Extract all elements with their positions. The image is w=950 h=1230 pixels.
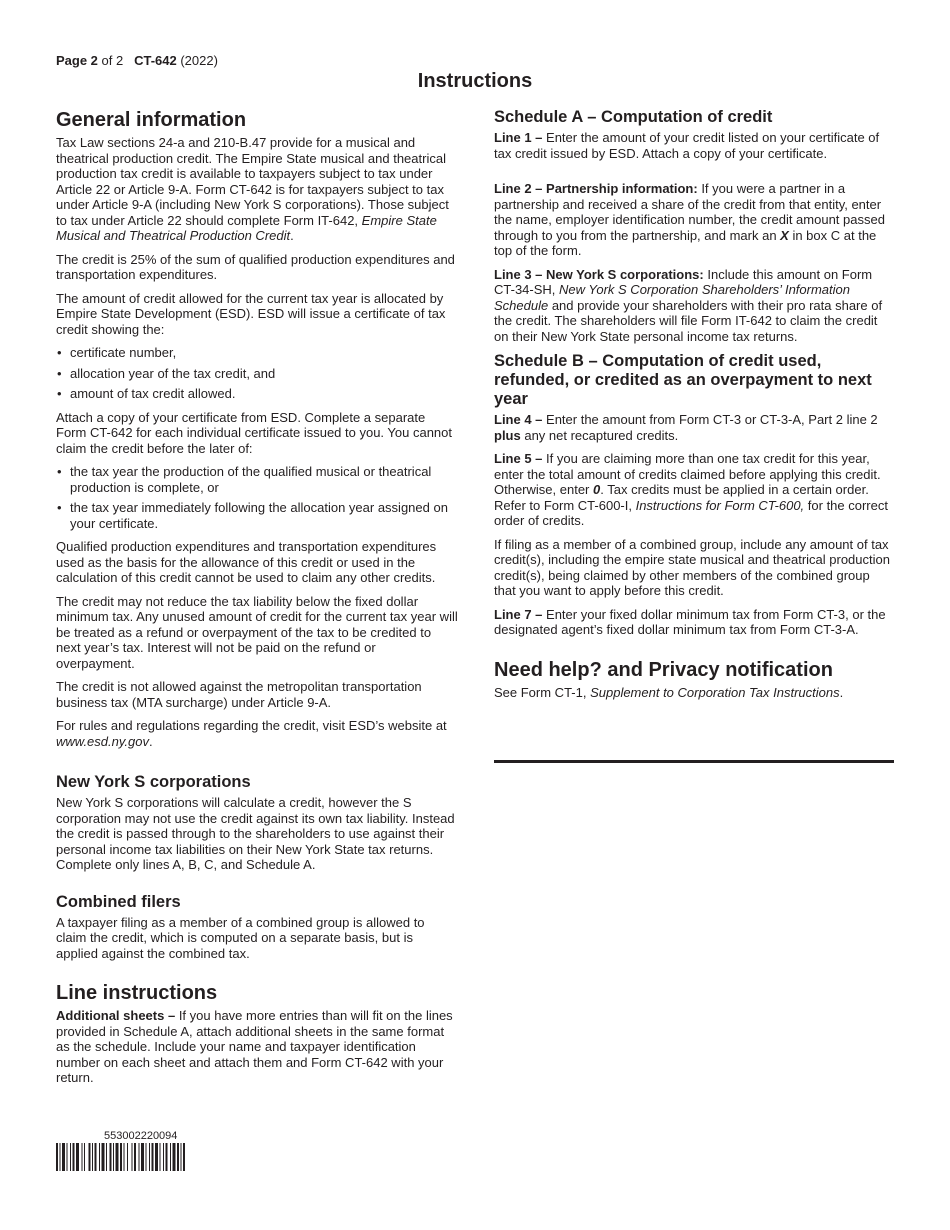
combined-filers-heading: Combined filers bbox=[56, 892, 181, 911]
barcode-block bbox=[56, 1130, 240, 1171]
barcode-bar bbox=[99, 1143, 100, 1171]
right-column bbox=[494, 108, 894, 708]
line-5-paragraph: Line 5 – If you are claiming more than one tax credit for this year, enter the total amount of credits claimed before applying this credit. Otherwise, enter 0. Tax credits must be applied in a certain order. Refer to Form CT-600-I, Instructions for Form CT-600, for the correct order of credits. bbox=[494, 451, 888, 528]
page-title: Instructions bbox=[417, 70, 533, 92]
s-corporations-heading: New York S corporations bbox=[56, 773, 251, 791]
barcode-bar bbox=[116, 1143, 119, 1171]
barcode-bar bbox=[62, 1143, 65, 1171]
barcode-bar bbox=[73, 1143, 75, 1171]
general-paragraph-6: The credit may not reduce the tax liability below the fixed dollar minimum tax. Any unused amount of credit for the current tax year will be treated as a refund or overpayment of the tax to be credited to next year’s tax. Interest will not be paid on the refund or overpayment. bbox=[56, 593, 458, 671]
general-paragraph-1: Tax Law sections 24-a and 210-B.47 provide for a musical and theatrical production credit. The Empire State musical and theatrical production tax credit is available to taxpayers subject to tax under Article 22 or Article 9-A. Form CT-642 is for taxpayers subject to tax under Article 9-A (including New York S corporations). Those subject to tax under Article 22 should complete Form IT-642, Empire State Musical and Theatrical Production Credit. bbox=[56, 135, 449, 243]
end-rule bbox=[494, 760, 894, 763]
list-item: • certificate number, bbox=[56, 345, 458, 361]
barcode-bar bbox=[76, 1143, 79, 1171]
barcode-bar bbox=[82, 1143, 83, 1171]
barcode-bar bbox=[110, 1143, 112, 1171]
barcode-bar bbox=[70, 1143, 71, 1171]
barcode-bar bbox=[181, 1143, 182, 1171]
combined-group-paragraph: If filing as a member of a combined group, include any amount of tax credit(s), including the empire state musical and theatrical production credit(s), being claimed by other members of the combined group that you want to apply before this credit. bbox=[494, 536, 890, 598]
barcode-bar bbox=[89, 1143, 91, 1171]
it-642-title: Empire State Musical and Theatrical Production Credit bbox=[56, 212, 437, 243]
barcode-number: 553002220094 bbox=[104, 1130, 178, 1142]
barcode-bar bbox=[113, 1143, 114, 1171]
barcode-bar bbox=[106, 1143, 107, 1171]
barcode-bar bbox=[60, 1143, 61, 1171]
general-paragraph-4: Attach a copy of your certificate from ESD. Complete a separate Form CT-642 for each individual certificate issued to you. You cannot claim the credit before the later of: bbox=[56, 409, 452, 456]
s-corporations-paragraph: New York S corporations will calculate a credit, however the S corporation may not use the credit against its own tax liability. Instead the credit is passed through to the shareholders to use against their personal income tax liabilities on their New York State tax returns. Complete only lines A, B, C, and Schedule A. bbox=[56, 795, 455, 872]
barcode-bar bbox=[132, 1143, 133, 1171]
schedule-a-heading: Schedule A – Computation of credit bbox=[494, 108, 773, 126]
page-header bbox=[56, 53, 218, 68]
barcode-bar bbox=[67, 1143, 68, 1171]
barcode-bar bbox=[166, 1143, 168, 1171]
page-label: Page 2 bbox=[56, 53, 98, 68]
barcode-bar bbox=[139, 1143, 140, 1171]
barcode-bar bbox=[149, 1143, 150, 1171]
barcode-bar bbox=[102, 1143, 105, 1171]
general-paragraph-3: The amount of credit allowed for the current tax year is allocated by Empire State Development (ESD). ESD will issue a certificate of tax credit showing the: bbox=[56, 290, 446, 337]
certificate-list bbox=[56, 345, 458, 402]
line-1-paragraph: Line 1 – Enter the amount of your credit listed on your certificate of tax credit issued by ESD. Attach a copy of your certificate. bbox=[494, 130, 880, 161]
page-of: of 2 bbox=[101, 53, 124, 68]
form-year: (2022) bbox=[180, 53, 218, 68]
form-id: CT-642 bbox=[134, 53, 177, 68]
barcode-bar bbox=[141, 1143, 144, 1171]
barcode-bar bbox=[160, 1143, 161, 1171]
esd-website-link[interactable]: www.esd.ny.gov bbox=[56, 733, 149, 749]
additional-sheets-paragraph: Additional sheets – If you have more entries than will fit on the lines provided in Schedule A, attach additional sheets in the same format as the schedule. Include your name and taxpayer identification number on each sheet and attach them and Form CT-642 with your return. bbox=[56, 1008, 453, 1085]
barcode-bar bbox=[155, 1143, 158, 1171]
general-information-heading: General information bbox=[56, 109, 247, 131]
barcode-bar bbox=[120, 1143, 122, 1171]
list-item: • the tax year the production of the qualified musical or theatrical production is complete, or bbox=[56, 464, 458, 495]
list-item: • allocation year of the tax credit, and bbox=[56, 366, 458, 382]
barcode-bar bbox=[173, 1143, 176, 1171]
combined-filers-paragraph: A taxpayer filing as a member of a combined group is allowed to claim the credit, which is computed on a separate basis, but is applied against the combined tax. bbox=[56, 914, 425, 961]
barcode-bar bbox=[134, 1143, 136, 1171]
line-4-paragraph: Line 4 – Enter the amount from Form CT-3 or CT-3-A, Part 2 line 2 plus any net recaptured credits. bbox=[494, 412, 878, 443]
barcode-bar bbox=[95, 1143, 97, 1171]
barcode-bar bbox=[124, 1143, 125, 1171]
barcode-bar bbox=[163, 1143, 164, 1171]
help-paragraph: See Form CT-1, Supplement to Corporation Tax Instructions. bbox=[494, 684, 844, 700]
general-paragraph-7: The credit is not allowed against the metropolitan transportation business tax (MTA surcharge) under Article 9-A. bbox=[56, 679, 422, 710]
help-privacy-heading: Need help? and Privacy notification bbox=[494, 658, 833, 681]
barcode-bar bbox=[177, 1143, 179, 1171]
barcode-bar bbox=[152, 1143, 154, 1171]
general-paragraph-8: For rules and regulations regarding the credit, visit ESD’s website at www.esd.ny.gov. bbox=[56, 718, 447, 749]
barcode-bar bbox=[146, 1143, 147, 1171]
general-paragraph-2: The credit is 25% of the sum of qualified production expenditures and transportation expenditures. bbox=[56, 251, 455, 282]
list-item: • amount of tax credit allowed. bbox=[56, 386, 458, 402]
line-7-paragraph: Line 7 – Enter your fixed dollar minimum tax from Form CT-3, or the designated agent’s fixed dollar minimum tax from Form CT-3-A. bbox=[494, 606, 886, 637]
schedule-b-heading: Schedule B – Computation of credit used, refunded, or credited as an overpayment to next year bbox=[494, 352, 872, 408]
line-3-paragraph: Line 3 – New York S corporations: Include this amount on Form CT-34-SH, New York S Corporation Shareholders’ Information Schedule and provide your shareholders with their pro rata share of the credit. The shareholders will file Form IT-642 to claim the credit on their New York State personal income tax returns. bbox=[494, 266, 883, 344]
left-column bbox=[56, 108, 458, 1094]
barcode-icon bbox=[56, 1143, 240, 1171]
list-item: • the tax year immediately following the allocation year assigned on your certificate. bbox=[56, 500, 458, 531]
barcode-bar bbox=[56, 1143, 58, 1171]
barcode-bar bbox=[92, 1143, 93, 1171]
barcode-bar bbox=[84, 1143, 85, 1171]
later-of-list bbox=[56, 464, 458, 531]
general-paragraph-5: Qualified production expenditures and transportation expenditures used as the basis for the allowance of this credit or used in the calculation of this credit cannot be used to claim any other credits. bbox=[56, 539, 437, 585]
line-instructions-heading: Line instructions bbox=[56, 982, 218, 1004]
barcode-bar bbox=[170, 1143, 171, 1171]
line-2-paragraph: Line 2 – Partnership information: If you were a partner in a partnership and received a share of the credit from that entity, enter the name, employer identification number, the credit amount passed through to you from the partnership, and mark an X in box C at the top of the form. bbox=[494, 181, 885, 258]
barcode-bar bbox=[127, 1143, 128, 1171]
barcode-bar bbox=[183, 1143, 185, 1171]
